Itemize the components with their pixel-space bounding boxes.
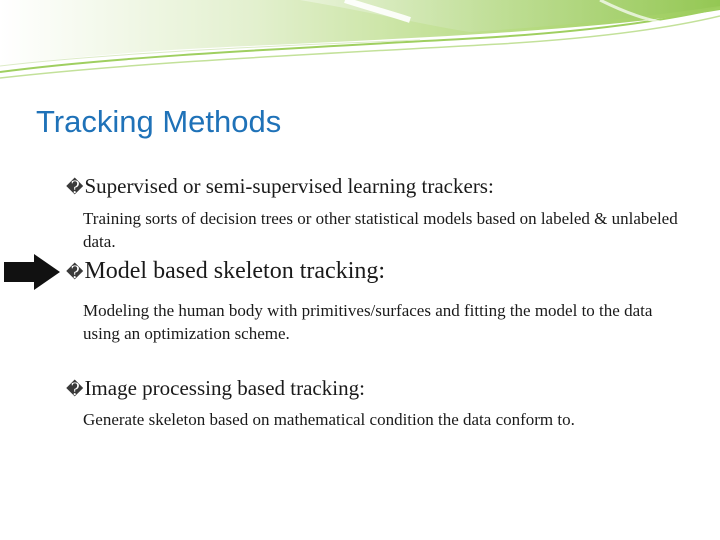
bullet-heading: Supervised or semi-supervised learning trackers: xyxy=(84,174,494,198)
bullet-supervised-learning xyxy=(66,174,494,199)
bullet-icon: � xyxy=(66,380,84,399)
bullet-detail: Modeling the human body with primitives/surfaces and fitting the model to the data using an optimization scheme. xyxy=(83,301,653,343)
slide-title: Tracking Methods xyxy=(36,104,282,139)
bullet-model-based-tracking xyxy=(66,258,385,285)
bullet-detail: Training sorts of decision trees or other statistical models based on labeled & unlabeled data. xyxy=(83,209,678,251)
bullet-icon: � xyxy=(66,178,84,197)
right-arrow-icon xyxy=(0,252,64,292)
bullet-heading: Image processing based tracking: xyxy=(84,376,365,400)
bullet-image-processing-tracking xyxy=(66,376,365,401)
bullet-detail: Generate skeleton based on mathematical condition the data conform to. xyxy=(83,410,575,429)
bullet-icon: � xyxy=(66,263,84,282)
bullet-heading: Model based skeleton tracking: xyxy=(84,258,386,284)
header-wave-decoration xyxy=(0,0,720,90)
